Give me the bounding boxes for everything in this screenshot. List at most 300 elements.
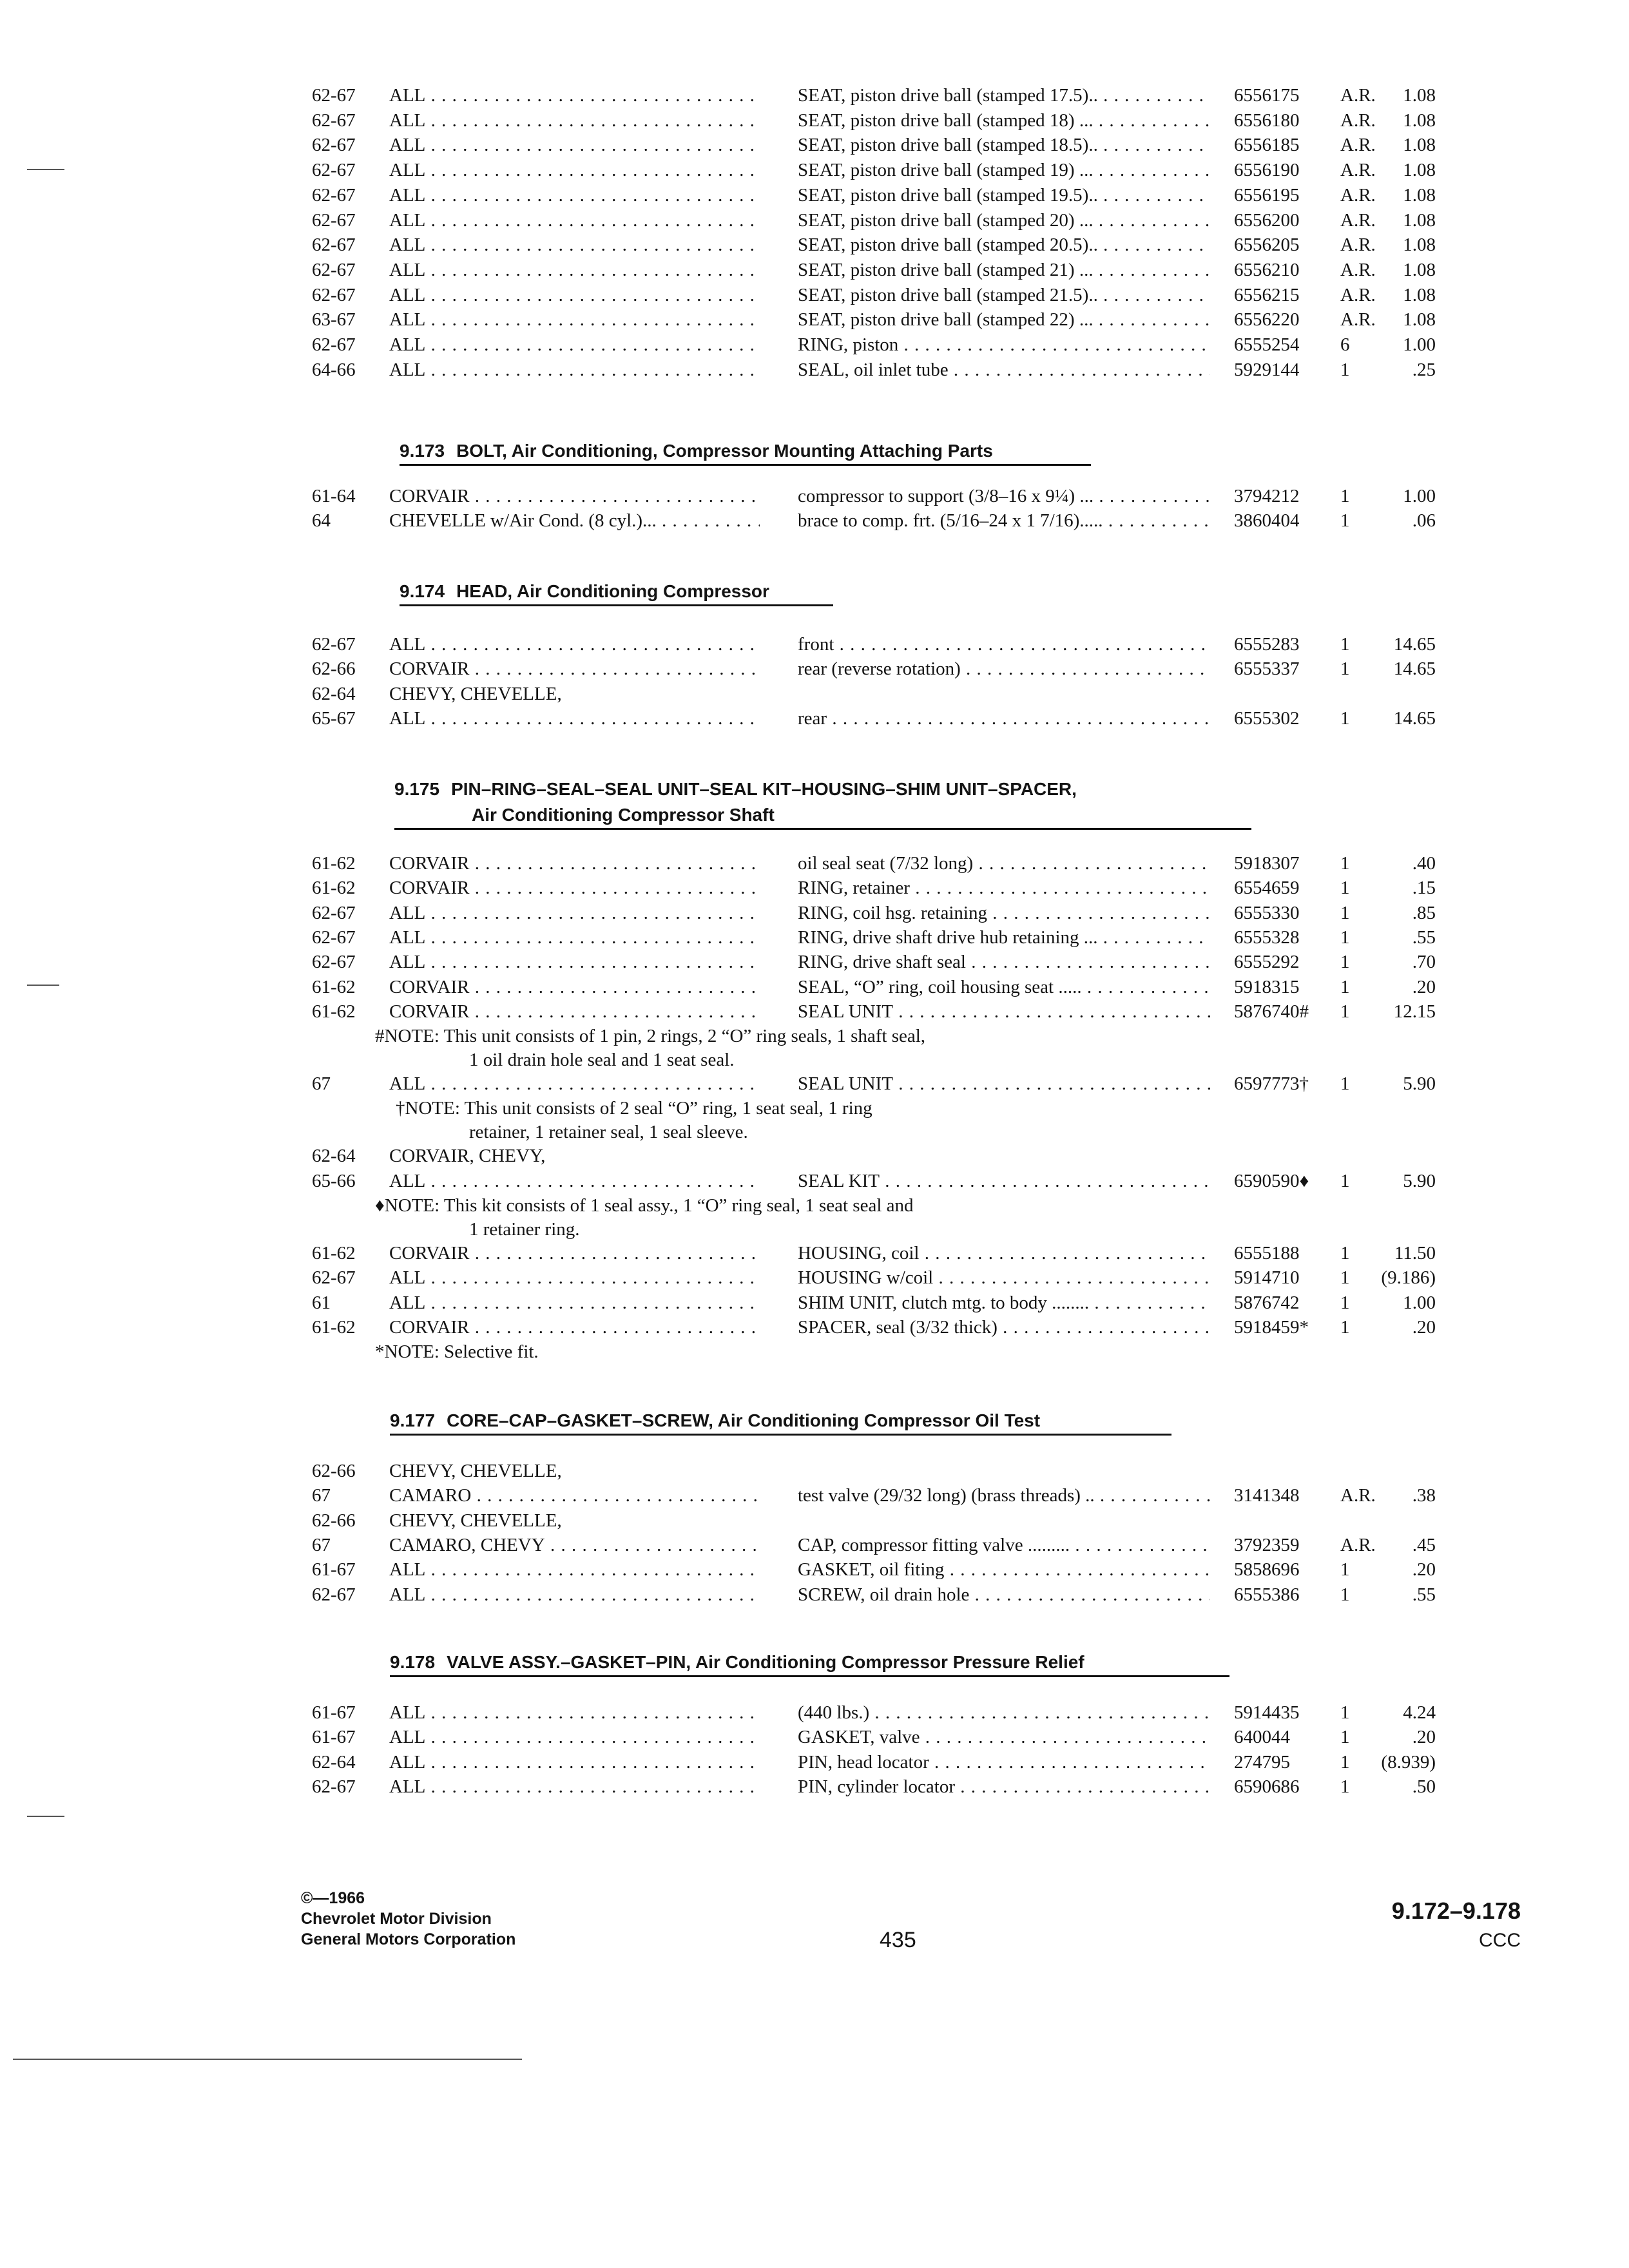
- division-line: Chevrolet Motor Division: [301, 1910, 492, 1928]
- quantity-cell: 1: [1340, 1584, 1350, 1605]
- part-row: [0, 282, 1629, 308]
- part-row: [0, 1314, 1629, 1340]
- part-row: [0, 949, 1629, 975]
- model-cell: ALL . . .: [389, 706, 760, 731]
- description-cell: test valve (29/32 long) (brass threads) .. . . .: [798, 1483, 1210, 1508]
- part-number-cell: 6555330: [1234, 902, 1300, 923]
- model-cell: CORVAIR . . .: [389, 1240, 760, 1266]
- quantity-cell: 1: [1340, 1001, 1350, 1022]
- year-cell: 64-66: [312, 359, 356, 380]
- price-cell: .06: [1412, 510, 1436, 532]
- year-cell: 61-62: [312, 853, 356, 874]
- quantity-cell: 6: [1340, 334, 1350, 355]
- description-cell: SPACER, seal (3/32 thick) . . .: [798, 1314, 1210, 1340]
- price-cell: 1.00: [1403, 486, 1436, 506]
- note-line: *NOTE: Selective fit.: [375, 1341, 539, 1363]
- part-row: [0, 1168, 1629, 1194]
- margin-mark: [27, 985, 59, 986]
- quantity-cell: 1: [1340, 1292, 1350, 1313]
- quantity-cell: 1: [1340, 1702, 1350, 1723]
- description-cell: brace to comp. frt. (5/16–24 x 1 7/16)..... . . .: [798, 508, 1210, 533]
- year-cell: 61-67: [312, 1702, 356, 1723]
- description-cell: SHIM UNIT, clutch mtg. to body ........ . . .: [798, 1290, 1210, 1316]
- section-number: 9.175: [394, 779, 440, 799]
- part-number-cell: 5876742: [1234, 1292, 1300, 1313]
- section-number: 9.173: [400, 441, 445, 461]
- section-range: 9.172–9.178: [1391, 1898, 1521, 1924]
- description-cell: front . . .: [798, 631, 1210, 657]
- quantity-cell: 1: [1340, 658, 1350, 680]
- year-cell: 62-67: [312, 634, 356, 655]
- part-number-cell: 6556185: [1234, 135, 1300, 156]
- year-cell: 61-67: [312, 1559, 356, 1581]
- price-cell: .15: [1412, 878, 1436, 899]
- part-number-cell: 5914435: [1234, 1702, 1300, 1723]
- quantity-cell: 1: [1340, 952, 1350, 973]
- price-cell: 12.15: [1393, 1001, 1436, 1022]
- price-cell: .20: [1412, 1559, 1436, 1581]
- part-row: [0, 1582, 1629, 1608]
- part-row: [0, 483, 1629, 509]
- part-number-cell: 6555188: [1234, 1243, 1300, 1264]
- quantity-cell: 1: [1340, 707, 1350, 729]
- year-cell: 62-67: [312, 160, 356, 181]
- price-cell: .20: [1412, 1727, 1436, 1748]
- quantity-cell: 1: [1340, 359, 1350, 380]
- year-cell: 62-64: [312, 1146, 356, 1167]
- model-cell: ALL . . .: [389, 1774, 760, 1800]
- year-cell: 63-67: [312, 309, 356, 331]
- model-cell: CAMARO . . .: [389, 1483, 760, 1508]
- page-number: 435: [880, 1928, 916, 1952]
- model-cell: CAMARO, CHEVY . . .: [389, 1532, 760, 1558]
- price-cell: 1.00: [1403, 334, 1436, 355]
- quantity-cell: 1: [1340, 878, 1350, 899]
- description-cell: SEAL UNIT . . .: [798, 999, 1210, 1024]
- year-cell: 62-67: [312, 110, 356, 131]
- description-cell: SEAT, piston drive ball (stamped 20.5).. . . .: [798, 232, 1210, 258]
- part-row: [0, 850, 1629, 876]
- quantity-cell: A.R.: [1340, 284, 1376, 305]
- model-cell: ALL . . .: [389, 1290, 760, 1316]
- year-cell: 67: [312, 1534, 331, 1555]
- model-cell: ALL . . .: [389, 307, 760, 332]
- model-cell: CORVAIR, CHEVY,: [389, 1146, 546, 1167]
- part-row: [0, 108, 1629, 133]
- quantity-cell: 1: [1340, 634, 1350, 655]
- year-cell: 61-67: [312, 1727, 356, 1748]
- model-cell: CHEVELLE w/Air Cond. (8 cyl.)... . . .: [389, 508, 760, 533]
- model-cell: ALL . . .: [389, 1071, 760, 1097]
- model-cell: CORVAIR . . .: [389, 999, 760, 1024]
- model-cell: CORVAIR . . .: [389, 974, 760, 1000]
- part-number-cell: 6556190: [1234, 160, 1300, 181]
- part-row: [0, 257, 1629, 283]
- model-cell: ALL . . .: [389, 282, 760, 308]
- part-number-cell: 6555302: [1234, 707, 1300, 729]
- price-cell: .20: [1412, 1316, 1436, 1338]
- section-title: VALVE ASSY.–GASKET–PIN, Air Conditioning Compressor Pressure Relief: [447, 1652, 1084, 1672]
- price-cell: 5.90: [1403, 1073, 1436, 1095]
- model-cell: ALL . . .: [389, 1749, 760, 1775]
- quantity-cell: 1: [1340, 1727, 1350, 1748]
- description-cell: compressor to support (3/8–16 x 9¼) ... . . .: [798, 483, 1210, 509]
- part-row: [0, 332, 1629, 358]
- part-number-cell: 274795: [1234, 1751, 1290, 1773]
- catalog-code: CCC: [1479, 1930, 1521, 1951]
- year-cell: 62-67: [312, 927, 356, 948]
- part-number-cell: 6556220: [1234, 309, 1300, 331]
- part-row: [0, 1240, 1629, 1266]
- quantity-cell: 1: [1340, 1559, 1350, 1581]
- part-row: [0, 157, 1629, 183]
- quantity-cell: 1: [1340, 853, 1350, 874]
- quantity-cell: A.R.: [1340, 184, 1376, 206]
- quantity-cell: A.R.: [1340, 1534, 1376, 1555]
- price-cell: 11.50: [1394, 1243, 1436, 1264]
- model-cell: ALL . . .: [389, 132, 760, 158]
- description-cell: rear . . .: [798, 706, 1210, 731]
- description-cell: RING, piston . . .: [798, 332, 1210, 358]
- year-cell: 62-67: [312, 184, 356, 206]
- part-number-cell: 3860404: [1234, 510, 1300, 532]
- description-cell: SEAL, “O” ring, coil housing seat ..... . . .: [798, 974, 1210, 1000]
- description-cell: (440 lbs.) . . .: [798, 1700, 1210, 1725]
- price-cell: 1.08: [1403, 235, 1436, 256]
- part-row: [0, 1749, 1629, 1775]
- part-row: [0, 631, 1629, 657]
- section-title: PIN–RING–SEAL–SEAL UNIT–SEAL KIT–HOUSING–SHIM UNIT–SPACER,: [451, 779, 1077, 799]
- part-number-cell: 6556195: [1234, 184, 1300, 206]
- part-number-cell: 6554659: [1234, 878, 1300, 899]
- part-row: [0, 307, 1629, 332]
- part-number-cell: 6590590♦: [1234, 1170, 1309, 1191]
- part-row: [0, 182, 1629, 208]
- description-cell: CAP, compressor fitting valve ......... . . .: [798, 1532, 1210, 1558]
- year-cell: 62-67: [312, 135, 356, 156]
- price-cell: .38: [1412, 1485, 1436, 1506]
- price-cell: .25: [1412, 359, 1436, 380]
- model-cell: ALL . . .: [389, 1700, 760, 1725]
- part-number-cell: 5914710: [1234, 1267, 1300, 1289]
- year-cell: 62-67: [312, 259, 356, 280]
- quantity-cell: A.R.: [1340, 309, 1376, 331]
- description-cell: PIN, head locator . . .: [798, 1749, 1210, 1775]
- part-number-cell: 6556215: [1234, 284, 1300, 305]
- part-number-cell: 5858696: [1234, 1559, 1300, 1581]
- model-cell: ALL . . .: [389, 232, 760, 258]
- margin-mark: [27, 1816, 64, 1817]
- section-title: CORE–CAP–GASKET–SCREW, Air Conditioning Compressor Oil Test: [447, 1410, 1041, 1430]
- description-cell: SEAT, piston drive ball (stamped 22) ... . . .: [798, 307, 1210, 332]
- section-heading: [390, 1649, 1229, 1677]
- price-cell: .85: [1412, 902, 1436, 923]
- section-title: BOLT, Air Conditioning, Compressor Mounting Attaching Parts: [456, 441, 993, 461]
- quantity-cell: 1: [1340, 1751, 1350, 1773]
- quantity-cell: 1: [1340, 976, 1350, 997]
- year-cell: 62-67: [312, 209, 356, 231]
- part-number-cell: 5876740#: [1234, 1001, 1309, 1022]
- price-cell: .45: [1412, 1534, 1436, 1555]
- part-row: [0, 681, 1629, 707]
- year-cell: 62-67: [312, 1584, 356, 1605]
- description-cell: SEAT, piston drive ball (stamped 17.5).. . . .: [798, 82, 1210, 108]
- margin-mark: [13, 2059, 522, 2060]
- part-row: [0, 1508, 1629, 1533]
- corporation-line: General Motors Corporation: [301, 1930, 516, 1948]
- price-cell: 14.65: [1393, 658, 1436, 680]
- description-cell: SEAT, piston drive ball (stamped 18.5).. . . .: [798, 132, 1210, 158]
- quantity-cell: 1: [1340, 927, 1350, 948]
- description-cell: HOUSING w/coil . . .: [798, 1265, 1210, 1291]
- section-title: HEAD, Air Conditioning Compressor: [456, 581, 769, 601]
- part-row: [0, 1458, 1629, 1484]
- model-cell: CORVAIR . . .: [389, 850, 760, 876]
- part-number-cell: 6555292: [1234, 952, 1300, 973]
- price-cell: 1.08: [1403, 184, 1436, 206]
- part-row: [0, 999, 1629, 1024]
- price-cell: 5.90: [1403, 1170, 1436, 1191]
- price-cell: 1.08: [1403, 160, 1436, 181]
- price-cell: (8.939): [1381, 1751, 1436, 1773]
- part-row: [0, 132, 1629, 158]
- part-number-cell: 6555254: [1234, 334, 1300, 355]
- model-cell: ALL . . .: [389, 1168, 760, 1194]
- section-heading: [400, 579, 833, 606]
- year-cell: 67: [312, 1485, 331, 1506]
- quantity-cell: 1: [1340, 1170, 1350, 1191]
- model-cell: ALL . . .: [389, 207, 760, 233]
- part-row: [0, 900, 1629, 926]
- description-cell: SEAL KIT . . .: [798, 1168, 1210, 1194]
- description-cell: SCREW, oil drain hole . . .: [798, 1582, 1210, 1608]
- description-cell: SEAL UNIT . . .: [798, 1071, 1210, 1097]
- model-cell: ALL . . .: [389, 1582, 760, 1608]
- price-cell: .55: [1412, 927, 1436, 948]
- note-line: 1 oil drain hole seal and 1 seat seal.: [469, 1050, 735, 1071]
- part-number-cell: 5918307: [1234, 853, 1300, 874]
- year-cell: 62-67: [312, 952, 356, 973]
- price-cell: .55: [1412, 1584, 1436, 1605]
- year-cell: 62-67: [312, 284, 356, 305]
- model-cell: ALL . . .: [389, 257, 760, 283]
- year-cell: 62-67: [312, 902, 356, 923]
- part-number-cell: 6590686: [1234, 1776, 1300, 1797]
- model-cell: CHEVY, CHEVELLE,: [389, 1510, 562, 1531]
- year-cell: 65-67: [312, 707, 356, 729]
- copyright-line: ©—1966: [301, 1889, 365, 1907]
- price-cell: 1.08: [1403, 135, 1436, 156]
- price-cell: .40: [1412, 853, 1436, 874]
- year-cell: 61-62: [312, 976, 356, 997]
- description-cell: RING, coil hsg. retaining . . .: [798, 900, 1210, 926]
- price-cell: 1.00: [1403, 1292, 1436, 1313]
- part-number-cell: 6556175: [1234, 85, 1300, 106]
- quantity-cell: A.R.: [1340, 160, 1376, 181]
- description-cell: RING, retainer . . .: [798, 875, 1210, 901]
- part-number-cell: 3792359: [1234, 1534, 1300, 1555]
- year-cell: 62-64: [312, 1751, 356, 1773]
- part-number-cell: 6597773†: [1234, 1073, 1309, 1095]
- quantity-cell: 1: [1340, 902, 1350, 923]
- year-cell: 64: [312, 510, 331, 532]
- year-cell: 67: [312, 1073, 331, 1095]
- part-row: [0, 1290, 1629, 1316]
- section-heading: [390, 1408, 1171, 1436]
- part-row: [0, 232, 1629, 258]
- model-cell: CORVAIR . . .: [389, 1314, 760, 1340]
- price-cell: (9.186): [1381, 1267, 1436, 1289]
- quantity-cell: A.R.: [1340, 1485, 1376, 1506]
- year-cell: 62-66: [312, 1461, 356, 1481]
- year-cell: 61-62: [312, 1001, 356, 1022]
- quantity-cell: 1: [1340, 1243, 1350, 1264]
- part-number-cell: 6556180: [1234, 110, 1300, 131]
- year-cell: 61-62: [312, 1243, 356, 1264]
- part-row: [0, 875, 1629, 901]
- year-cell: 65-66: [312, 1170, 356, 1191]
- part-row: [0, 925, 1629, 950]
- note-line: retainer, 1 retainer seal, 1 seal sleeve.: [469, 1122, 748, 1143]
- model-cell: ALL . . .: [389, 182, 760, 208]
- section-heading: [400, 438, 1091, 466]
- price-cell: 1.08: [1403, 259, 1436, 280]
- price-cell: 1.08: [1403, 284, 1436, 305]
- part-row: [0, 1557, 1629, 1582]
- copyright-block: [301, 1888, 516, 1950]
- part-number-cell: 6556200: [1234, 209, 1300, 231]
- quantity-cell: 1: [1340, 1776, 1350, 1797]
- price-cell: .50: [1412, 1776, 1436, 1797]
- model-cell: ALL . . .: [389, 925, 760, 950]
- part-row: [0, 1700, 1629, 1725]
- note-line: #NOTE: This unit consists of 1 pin, 2 rings, 2 “O” ring seals, 1 shaft seal,: [375, 1026, 926, 1047]
- year-cell: 61-64: [312, 486, 356, 506]
- model-cell: ALL . . .: [389, 332, 760, 358]
- description-cell: SEAT, piston drive ball (stamped 19) ... . . .: [798, 157, 1210, 183]
- price-cell: 4.24: [1403, 1702, 1436, 1723]
- year-cell: 62-67: [312, 85, 356, 106]
- year-cell: 62-66: [312, 1510, 356, 1531]
- section-number: 9.174: [400, 581, 445, 601]
- year-cell: 62-67: [312, 334, 356, 355]
- part-number-cell: 5918315: [1234, 976, 1300, 997]
- part-row: [0, 656, 1629, 682]
- note-line: †NOTE: This unit consists of 2 seal “O” ring, 1 seat seal, 1 ring: [396, 1098, 872, 1119]
- part-number-cell: 5929144: [1234, 359, 1300, 380]
- note-line: ♦NOTE: This kit consists of 1 seal assy., 1 “O” ring seal, 1 seat seal and: [375, 1195, 914, 1216]
- part-number-cell: 6555328: [1234, 927, 1300, 948]
- year-cell: 61-62: [312, 878, 356, 899]
- model-cell: CORVAIR . . .: [389, 483, 760, 509]
- description-cell: SEAT, piston drive ball (stamped 21.5).. . . .: [798, 282, 1210, 308]
- description-cell: RING, drive shaft drive hub retaining ... . . .: [798, 925, 1210, 950]
- section-number: 9.177: [390, 1410, 436, 1430]
- description-cell: SEAT, piston drive ball (stamped 21) ... . . .: [798, 257, 1210, 283]
- part-row: [0, 508, 1629, 533]
- section-subtitle: Air Conditioning Compressor Shaft: [472, 805, 775, 825]
- part-row: [0, 1143, 1629, 1169]
- model-cell: ALL . . .: [389, 949, 760, 975]
- part-row: [0, 1483, 1629, 1508]
- section-number: 9.178: [390, 1652, 436, 1672]
- part-row: [0, 82, 1629, 108]
- description-cell: RING, drive shaft seal . . .: [798, 949, 1210, 975]
- quantity-cell: A.R.: [1340, 209, 1376, 231]
- model-cell: CHEVY, CHEVELLE,: [389, 683, 562, 704]
- model-cell: ALL . . .: [389, 82, 760, 108]
- year-cell: 62-66: [312, 658, 356, 680]
- quantity-cell: 1: [1340, 510, 1350, 532]
- price-cell: 1.08: [1403, 309, 1436, 331]
- model-cell: ALL . . .: [389, 631, 760, 657]
- description-cell: PIN, cylinder locator . . .: [798, 1774, 1210, 1800]
- year-cell: 61-62: [312, 1316, 356, 1338]
- part-number-cell: 6556205: [1234, 235, 1300, 256]
- part-number-cell: 3141348: [1234, 1485, 1300, 1506]
- price-cell: 1.08: [1403, 209, 1436, 231]
- description-cell: GASKET, oil fiting . . .: [798, 1557, 1210, 1582]
- description-cell: SEAT, piston drive ball (stamped 19.5).. . . .: [798, 182, 1210, 208]
- quantity-cell: 1: [1340, 1316, 1350, 1338]
- model-cell: ALL . . .: [389, 1265, 760, 1291]
- year-cell: 62-67: [312, 1776, 356, 1797]
- part-row: [0, 1724, 1629, 1750]
- model-cell: ALL . . .: [389, 157, 760, 183]
- price-cell: 1.08: [1403, 85, 1436, 106]
- model-cell: CORVAIR . . .: [389, 656, 760, 682]
- margin-mark: [27, 169, 64, 170]
- description-cell: SEAT, piston drive ball (stamped 20) ... . . .: [798, 207, 1210, 233]
- part-row: [0, 1265, 1629, 1291]
- quantity-cell: 1: [1340, 486, 1350, 506]
- description-cell: HOUSING, coil . . .: [798, 1240, 1210, 1266]
- quantity-cell: A.R.: [1340, 110, 1376, 131]
- year-cell: 62-67: [312, 235, 356, 256]
- price-cell: 14.65: [1393, 634, 1436, 655]
- model-cell: ALL . . .: [389, 1557, 760, 1582]
- quantity-cell: A.R.: [1340, 85, 1376, 106]
- description-cell: rear (reverse rotation) . . .: [798, 656, 1210, 682]
- year-cell: 62-67: [312, 1267, 356, 1289]
- price-cell: .70: [1412, 952, 1436, 973]
- part-row: [0, 1532, 1629, 1558]
- part-row: [0, 1774, 1629, 1800]
- price-cell: 14.65: [1393, 707, 1436, 729]
- part-number-cell: 3794212: [1234, 486, 1300, 506]
- quantity-cell: A.R.: [1340, 135, 1376, 156]
- description-cell: GASKET, valve . . .: [798, 1724, 1210, 1750]
- price-cell: .20: [1412, 976, 1436, 997]
- price-cell: 1.08: [1403, 110, 1436, 131]
- model-cell: CHEVY, CHEVELLE,: [389, 1461, 562, 1481]
- quantity-cell: 1: [1340, 1073, 1350, 1095]
- quantity-cell: A.R.: [1340, 259, 1376, 280]
- model-cell: CORVAIR . . .: [389, 875, 760, 901]
- description-cell: SEAT, piston drive ball (stamped 18) ... . . .: [798, 108, 1210, 133]
- year-cell: 62-64: [312, 683, 356, 704]
- part-number-cell: 6555337: [1234, 658, 1300, 680]
- model-cell: ALL . . .: [389, 108, 760, 133]
- part-row: [0, 974, 1629, 1000]
- part-row: [0, 706, 1629, 731]
- part-row: [0, 357, 1629, 383]
- year-cell: 61: [312, 1292, 331, 1313]
- description-cell: SEAL, oil inlet tube . . .: [798, 357, 1210, 383]
- description-cell: oil seal seat (7/32 long) . . .: [798, 850, 1210, 876]
- model-cell: ALL . . .: [389, 357, 760, 383]
- part-row: [0, 1071, 1629, 1097]
